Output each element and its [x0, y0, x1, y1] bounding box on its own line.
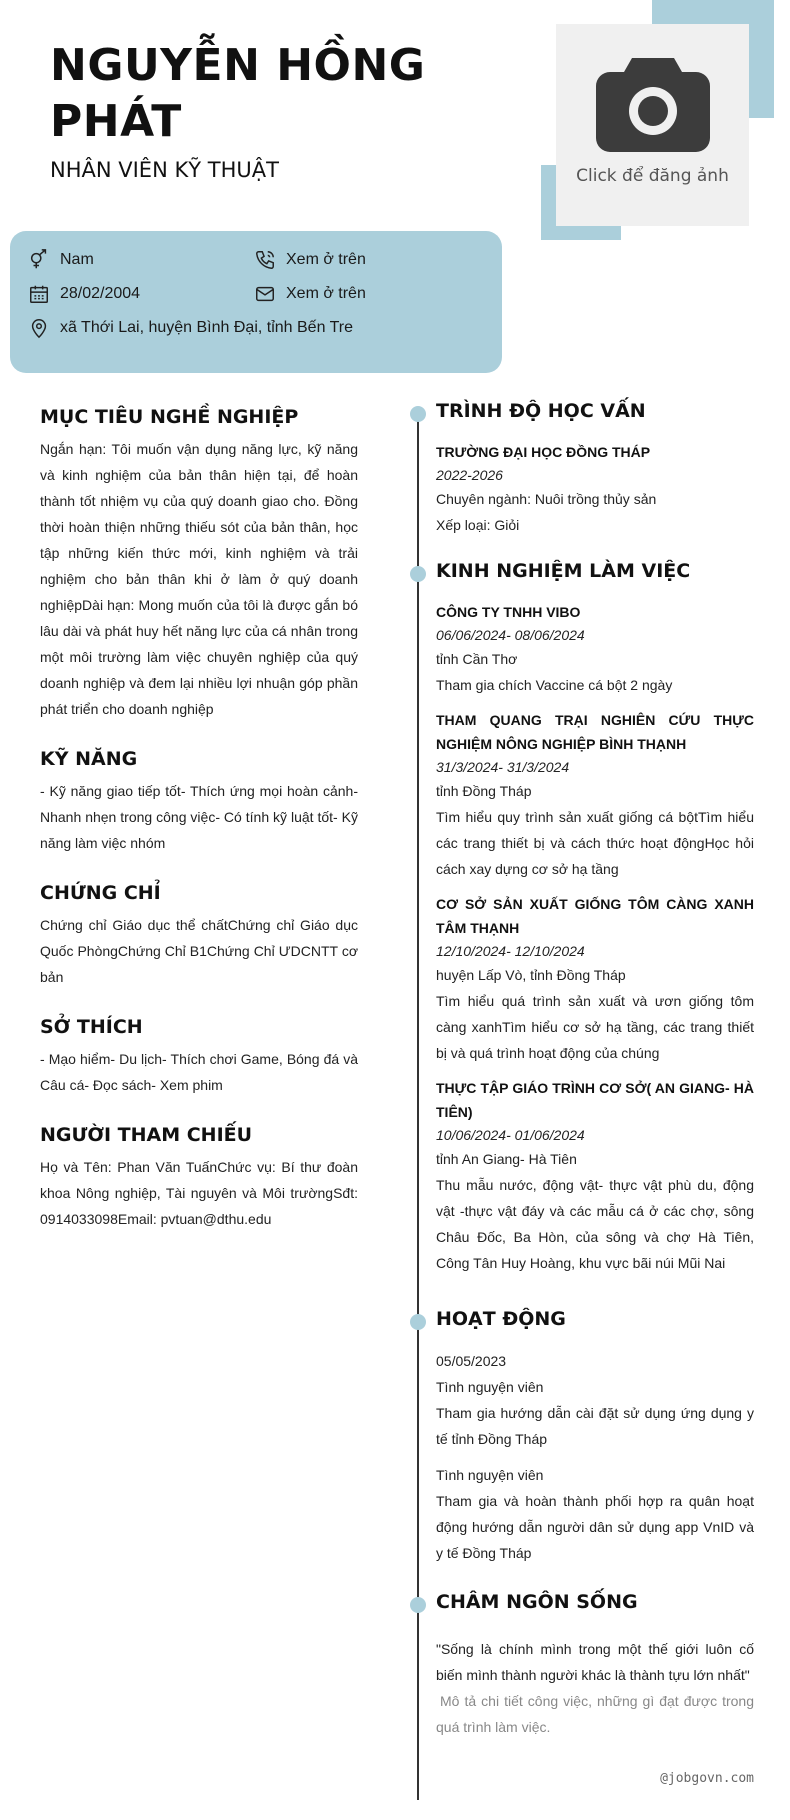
- skills-text: - Kỹ năng giao tiếp tốt- Thích ứng mọi hoàn cảnh- Nhanh nhẹn trong công việc- Có tính kỹ luật tốt- Kỹ năng làm việc nhóm: [40, 783, 358, 851]
- activity-description: Tham gia và hoàn thành phối hợp ra quân hoạt động hướng dẫn người dân sử dụng app VnID và y tế Đồng Tháp: [436, 1493, 754, 1561]
- activity-description: Tham gia hướng dẫn cài đặt sử dụng ứng dụng y tế tỉnh Đồng Tháp: [436, 1405, 754, 1447]
- experience-description: Tìm hiểu quy trình sản xuất giống cá bộtTìm hiểu các trang thiết bị và cách thức hoạt độngHọc hỏi cách xay dựng cơ sở hạ tầng: [436, 809, 754, 877]
- activity-entry: [436, 1462, 754, 1566]
- hobbies-text: - Mạo hiểm- Du lịch- Thích chơi Game, Bóng đá và Câu cá- Đọc sách- Xem phim: [40, 1051, 358, 1093]
- timeline-dot: [410, 566, 426, 582]
- job-title: NHÂN VIÊN KỸ THUẬT: [50, 158, 279, 182]
- skills-section: [40, 746, 358, 856]
- activities-section: [436, 1348, 754, 1576]
- references-text: Họ và Tên: Phan Văn TuấnChức vụ: Bí thư đoàn khoa Nông nghiệp, Tài nguyên và Môi trườngSđt: 0914033098Email: pvtuan@dthu.edu: [40, 1159, 358, 1227]
- experience-period: 12/10/2024- 12/10/2024: [436, 943, 585, 959]
- education-school: TRƯỜNG ĐẠI HỌC ĐỒNG THÁP: [436, 444, 651, 460]
- education-major: Chuyên ngành: Nuôi trồng thủy sản: [436, 491, 657, 507]
- contact-birthdate: [28, 283, 140, 305]
- objective-section: [40, 404, 358, 722]
- email-icon: [254, 283, 276, 305]
- experience-company: THỰC TẬP GIÁO TRÌNH CƠ SỞ( AN GIANG- HÀ TIÊN): [436, 1080, 754, 1120]
- gender-icon: [28, 249, 50, 271]
- experience-company: CÔNG TY TNHH VIBO: [436, 604, 581, 620]
- education-rank: Xếp loại: Giỏi: [436, 517, 520, 533]
- motto-section: [436, 1636, 754, 1740]
- hobbies-title: SỞ THÍCH: [40, 1016, 143, 1038]
- experience-entry: [436, 892, 754, 1066]
- location-icon: [28, 317, 50, 339]
- activity-entry: [436, 1348, 754, 1452]
- camera-icon: [594, 54, 712, 154]
- left-column: [40, 404, 358, 1256]
- activities-title: HOẠT ĐỘNG: [436, 1308, 566, 1330]
- experience-description: Thu mẫu nước, động vật- thực vật phù du, động vật -thực vật đáy và các mẫu cá ở các chợ, sông Châu Đốc, Ba Hòn, của sông và chợ Hà Tiên, Công Tân Huy Hoàng, khu vực bãi núi Mũi Nai: [436, 1177, 754, 1271]
- experience-entry: [436, 708, 754, 882]
- experience-company: CƠ SỞ SẢN XUẤT GIỐNG TÔM CÀNG XANH TÂM THẠNH: [436, 896, 754, 936]
- experience-description: Tham gia chích Vaccine cá bột 2 ngày: [436, 677, 673, 693]
- footer-watermark: @jobgovn.com: [660, 1771, 754, 1786]
- motto-title: CHÂM NGÔN SỐNG: [436, 1591, 638, 1613]
- experience-period: 31/3/2024- 31/3/2024: [436, 759, 570, 775]
- education-period: 2022-2026: [436, 467, 503, 483]
- gender-value: Nam: [60, 251, 94, 268]
- certificates-section: [40, 880, 358, 990]
- experience-period: 06/06/2024- 08/06/2024: [436, 627, 585, 643]
- activity-role: Tình nguyện viên: [436, 1379, 544, 1395]
- photo-upload-label: Click để đăng ảnh: [576, 166, 729, 186]
- calendar-icon: [28, 283, 50, 305]
- activity-role: Tình nguyện viên: [436, 1467, 544, 1483]
- address-value: xã Thới Lai, huyện Bình Đại, tỉnh Bến Tre: [60, 319, 354, 336]
- email-value: Xem ở trên: [286, 285, 366, 302]
- references-section: [40, 1122, 358, 1232]
- birthdate-value: 28/02/2004: [60, 285, 141, 302]
- hobbies-section: [40, 1014, 358, 1098]
- timeline-dot: [410, 1597, 426, 1613]
- motto-quote: "Sống là chính mình trong một thế giới luôn cố biến mình thành người khác là thành tựu lớn nhất": [436, 1641, 754, 1683]
- certificates-title: CHỨNG CHỈ: [40, 882, 161, 904]
- candidate-name: NGUYỄN HỒNG PHÁT: [50, 40, 426, 147]
- phone-value: Xem ở trên: [286, 251, 366, 268]
- experience-entry: [436, 600, 754, 698]
- experience-location: huyện Lấp Vò, tỉnh Đồng Tháp: [436, 967, 626, 983]
- experience-description: Tìm hiểu quá trình sản xuất và ươn giống tôm càng xanhTìm hiểu cơ sở hạ tầng, các trang thiết bị và quá trình hoạt động của chúng: [436, 993, 754, 1061]
- motto-placeholder[interactable]: Mô tả chi tiết công việc, những gì đạt được trong quá trình làm việc.: [436, 1693, 754, 1735]
- contact-address: [28, 317, 353, 339]
- contact-email: [254, 283, 366, 305]
- contact-gender: [28, 249, 94, 271]
- timeline-dot: [410, 1314, 426, 1330]
- experience-period: 10/06/2024- 01/06/2024: [436, 1127, 585, 1143]
- education-section: [436, 440, 754, 538]
- references-title: NGƯỜI THAM CHIẾU: [40, 1124, 253, 1146]
- certificates-text: Chứng chỉ Giáo dục thể chấtChứng chỉ Giáo dục Quốc PhòngChứng Chỉ B1Chứng Chỉ ƯDCNTT cơ bản: [40, 917, 358, 985]
- objective-text: Ngắn hạn: Tôi muốn vận dụng năng lực, kỹ năng và kinh nghiệm của bản thân hiện tại, để hoàn thành tốt nhiệm vụ của quý doanh giao cho. Đồng thời hoàn thiện những thiếu sót của bản thân, học tập những kiến thức mới, kinh nghiệm và trải nghiệm cho bản thân khi ở làm ở quý doanh nghiệpDài hạn: Mong muốn của tôi là được gắn bó lâu dài và phát huy hết năng lực của cá nhân trong một môi trường làm việc chuyên nghiệp của quý doanh nghiệp và đem lại nhiều lợi nhuận góp phần phát triển cho doanh nghiệp: [40, 441, 358, 717]
- skills-title: KỸ NĂNG: [40, 748, 138, 770]
- experience-entry: [436, 1076, 754, 1276]
- photo-upload-box[interactable]: [556, 24, 749, 226]
- experience-location: tỉnh An Giang- Hà Tiên: [436, 1151, 577, 1167]
- timeline-dot: [410, 406, 426, 422]
- experience-location: tỉnh Cần Thơ: [436, 651, 518, 667]
- experience-section: [436, 600, 754, 1286]
- phone-icon: [254, 249, 276, 271]
- contact-phone: [254, 249, 366, 271]
- timeline-line: [417, 412, 419, 1800]
- experience-company: THAM QUANG TRẠI NGHIÊN CỨU THỰC NGHIỆM NÔNG NGHIỆP BÌNH THẠNH: [436, 712, 754, 752]
- experience-location: tỉnh Đồng Tháp: [436, 783, 532, 799]
- experience-title: KINH NGHIỆM LÀM VIỆC: [436, 560, 691, 582]
- contact-panel: [10, 231, 502, 373]
- activity-date: 05/05/2023: [436, 1353, 507, 1369]
- education-title: TRÌNH ĐỘ HỌC VẤN: [436, 400, 646, 422]
- objective-title: MỤC TIÊU NGHỀ NGHIỆP: [40, 406, 299, 428]
